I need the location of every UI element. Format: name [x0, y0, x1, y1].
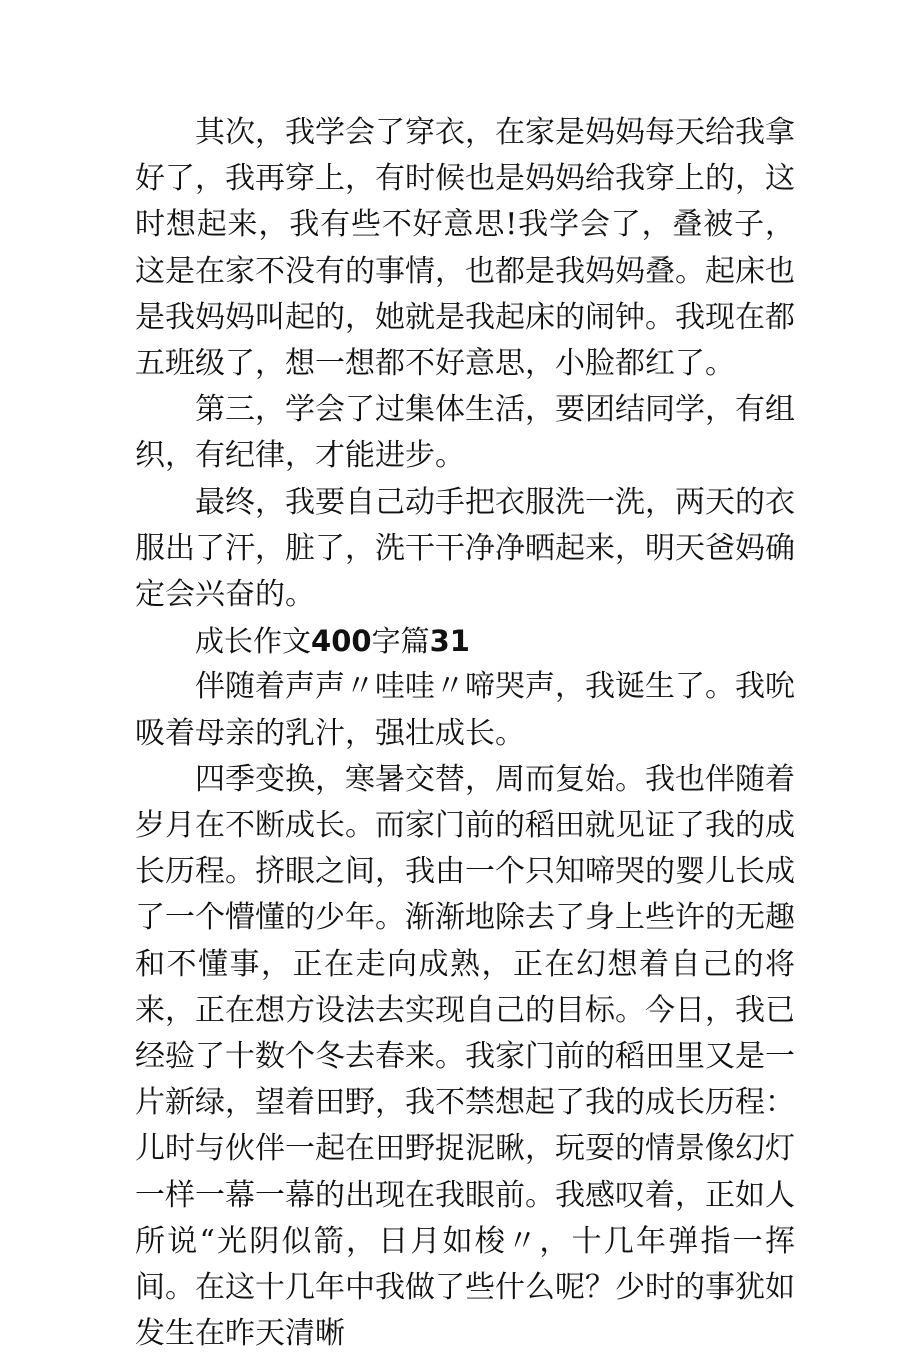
paragraph-collective-life: 第三，学会了过集体生活，要团结同学，有组织，有纪律，才能进步。 — [135, 392, 795, 474]
section-heading — [135, 618, 795, 664]
paragraph-birth: 伴随着声声〃哇哇〃啼哭声，我诞生了。我吮吸着母亲的乳汁，强壮成长。 — [135, 669, 795, 751]
paragraph-seasons: 四季变换，寒暑交替，周而复始。我也伴随着岁月在不断成长。而家门前的稻田就见证了我的成长历程。挤眼之间，我由一个只知啼哭的婴儿长成了一个懵懂的少年。渐渐地除去了身上些许的无趣和不懂事，正在走向成熟，正在幻想着自己的将来，正在想方设法去实现自己的目标。今日，我已经验了十数个冬去春来。我家门前的稻田里又是一片新绿，望着田野，我不禁想起了我的成长历程：儿时与伙伴一起在田野捉泥瞅，玩耍的情景像幻灯一样一幕一幕的出现在我眼前。我感叹着，正如人所说“光阴似箭，日月如梭〃，十几年弹指一挥间。在这十几年中我做了些什么呢？少时的事犹如发生在昨天清晰 — [135, 761, 795, 1352]
document-page — [135, 110, 795, 1357]
heading-middle: 字篇 — [371, 624, 430, 659]
paragraph-clothing: 其次，我学会了穿衣，在家是妈妈每天给我拿好了，我再穿上，有时候也是妈妈给我穿上的，这时想起来，我有些不好意思!我学会了，叠被子，这是在家不没有的事情，也都是我妈妈叠。起床也是我妈妈叫起的，她就是我起床的闹钟。我现在都五班级了，想一想都不好意思，小脸都红了。 — [135, 115, 795, 382]
heading-number: 31 — [429, 624, 470, 659]
paragraph-washing: 最终，我要自己动手把衣服洗一洗，两天的衣服出了汗，脏了，洗干干净净晒起来，明天爸妈确定会兴奋的。 — [135, 484, 795, 613]
heading-prefix: 成长作文 — [195, 624, 312, 659]
heading-count: 400 — [311, 624, 372, 659]
